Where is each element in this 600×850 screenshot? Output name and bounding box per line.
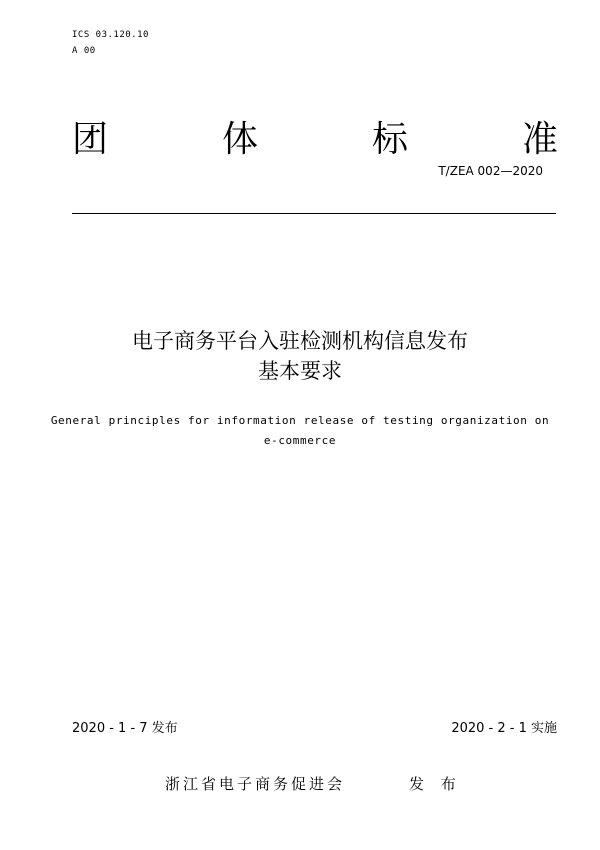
- issue-label: 发 布: [409, 775, 462, 793]
- issuing-organization: 浙江省电子商务促进会: [165, 775, 346, 793]
- standard-type-char-4: 准: [522, 119, 559, 160]
- standard-type-char-2: 体: [222, 119, 259, 160]
- english-title-line-2: e-commerce: [263, 434, 337, 447]
- publish-date: 2020 - 1 - 7 发布: [72, 721, 178, 736]
- ccs-code: A 00: [72, 46, 96, 56]
- chinese-title: [0, 326, 600, 386]
- chinese-title-line-1: 电子商务平台入驻检测机构信息发布: [132, 329, 468, 353]
- english-title: [40, 411, 560, 451]
- chinese-title-line-2: 基本要求: [258, 359, 342, 383]
- english-title-line-1: General principles for information release of testing organization on: [50, 414, 550, 427]
- header-divider: [72, 213, 556, 214]
- standard-type-char-3: 标: [372, 119, 409, 160]
- implementation-date: 2020 - 2 - 1 实施: [451, 721, 557, 736]
- ics-code: ICS 03.120.10: [72, 30, 149, 40]
- standard-type-char-1: 团: [72, 119, 109, 160]
- standard-number: T/ZEA 002—2020: [438, 164, 543, 178]
